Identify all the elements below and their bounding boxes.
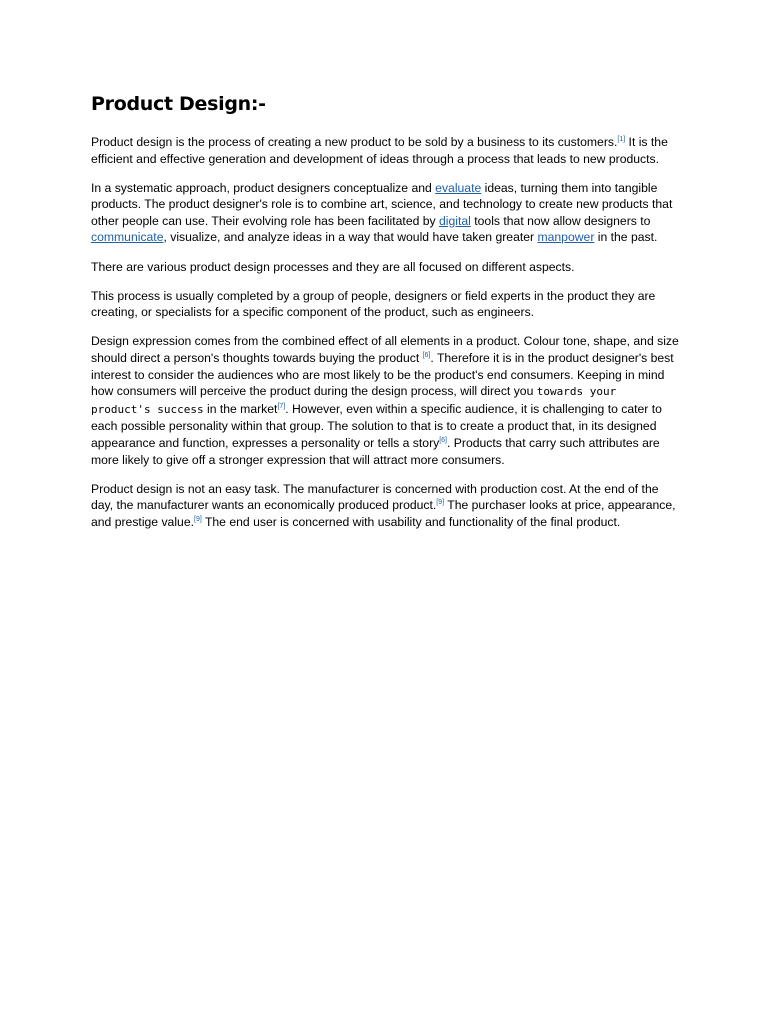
text-run: ideas, turning them into tangible products. The product designer's role is to combine art, science, and technology to create new products that other people can use. Their evolving role has been facilitated by bbox=[91, 180, 673, 228]
text-run: in the market bbox=[203, 401, 278, 416]
text-run: Product design is not an easy task. The manufacturer is concerned with production cost. At the end of the day, the manufacturer wants an economically produced product. bbox=[91, 481, 659, 513]
paragraph-p1 bbox=[91, 134, 681, 167]
page-title: Product Design:- bbox=[91, 93, 266, 115]
citation-reference[interactable]: [9] bbox=[194, 515, 202, 523]
citation-reference[interactable]: [7] bbox=[277, 402, 286, 410]
manpower-link[interactable]: manpower bbox=[537, 230, 595, 245]
citation-reference[interactable]: [1] bbox=[617, 136, 626, 143]
text-run: Design expression comes from the combined effect of all elements in a product. Colour tone, shape, and size should direct a person's thoughts towards buying the product bbox=[91, 334, 679, 365]
text-run: This process is usually completed by a group of people, designers or field experts in the product they are creating, or specialists for a specific component of the product, such as engineers. bbox=[91, 288, 656, 320]
text-run: in the past. bbox=[594, 230, 658, 245]
text-run: Product design is the process of creating a new product to be sold by a business to its customers. bbox=[91, 135, 618, 149]
communicate-link[interactable]: communicate bbox=[91, 230, 164, 245]
document-page bbox=[91, 88, 681, 543]
paragraph-p5 bbox=[91, 333, 681, 468]
monospace-text-run: towards your product's success bbox=[91, 385, 617, 416]
text-run: . Products that carry such attributes are more likely to give off a stronger expression that will attract more consumers. bbox=[91, 435, 660, 467]
paragraph-p3 bbox=[91, 259, 681, 276]
document-body bbox=[91, 134, 681, 530]
digital-link[interactable]: digital bbox=[439, 213, 471, 228]
text-run: The end user is concerned with usability and functionality of the final product. bbox=[201, 514, 621, 529]
text-run: The purchaser looks at price, appearance, and prestige value. bbox=[91, 498, 676, 529]
text-run: tools that now allow designers to bbox=[470, 213, 651, 228]
paragraph-p4 bbox=[91, 288, 681, 321]
citation-reference[interactable]: [9] bbox=[436, 499, 445, 507]
paragraph-p2 bbox=[91, 180, 681, 246]
evaluate-link[interactable]: evaluate bbox=[435, 180, 482, 195]
text-run: It is the efficient and effective generation and development of ideas through a process that leads to new products. bbox=[91, 135, 668, 166]
text-run: There are various product design processes and they are all focused on different aspects. bbox=[91, 259, 575, 274]
text-run: . Therefore it is in the product designer's best interest to consider the audiences who are most likely to be the product's end consumers. Keeping in mind how consumers will perceive the product during the design process, will direct you bbox=[91, 350, 674, 399]
citation-reference[interactable]: [6] bbox=[422, 351, 431, 359]
text-run: In a systematic approach, product designers conceptualize and bbox=[91, 180, 436, 195]
paragraph-p6 bbox=[91, 481, 681, 531]
text-run: , visualize, and analyze ideas in a way that would have taken greater bbox=[163, 230, 538, 245]
citation-reference[interactable]: [6] bbox=[439, 436, 448, 444]
text-run: . However, even within a specific audience, it is challenging to cater to each possible personality within that group. The solution to that is to create a product that, in its designed appearance and function, expresses a personality or tells a story bbox=[91, 401, 662, 450]
